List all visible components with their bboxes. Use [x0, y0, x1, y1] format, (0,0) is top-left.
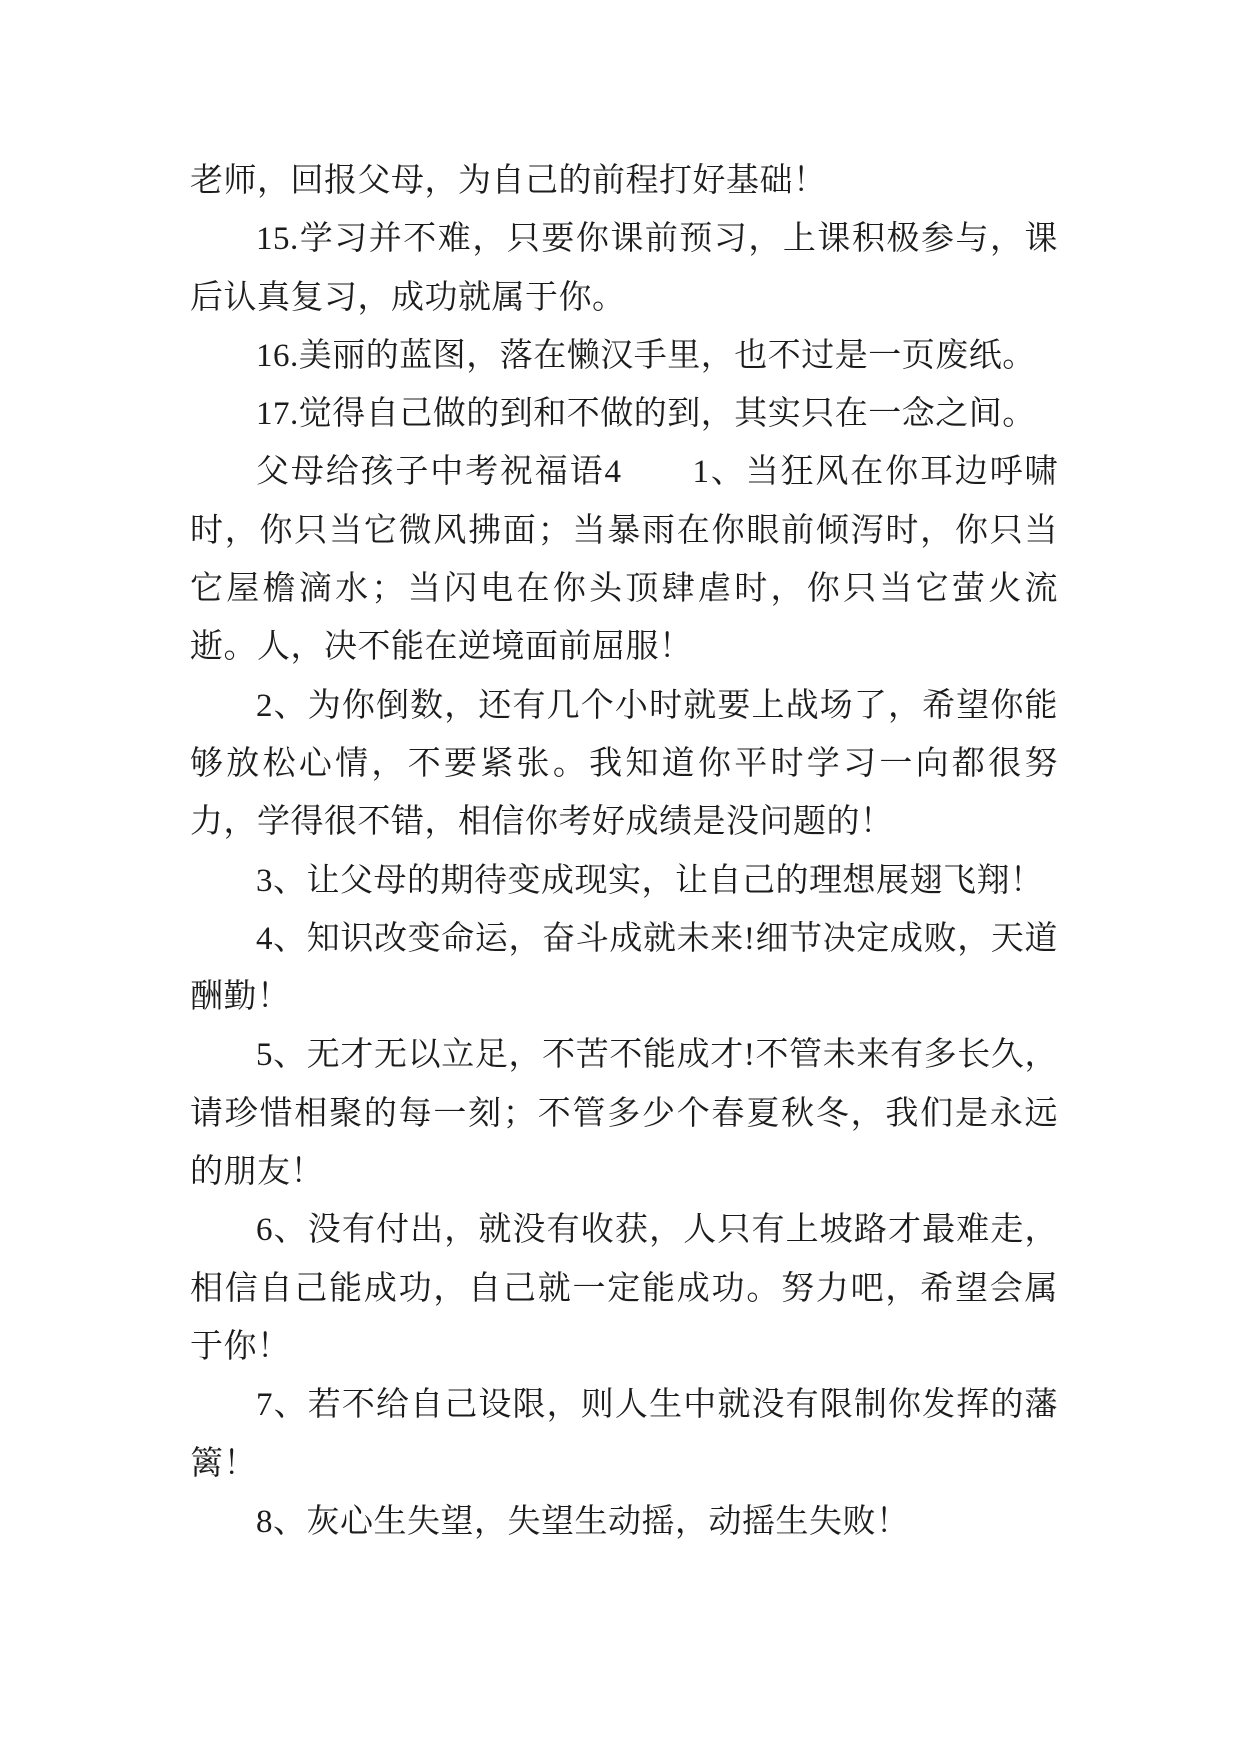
paragraph-item-4: 4、知识改变命运，奋斗成就未来!细节决定成败，天道酬勤！ — [190, 920, 1058, 1016]
paragraph-item-7: 7、若不给自己设限，则人生中就没有限制你发挥的藩篱！ — [190, 1387, 1058, 1482]
paragraph-item-2: 2、为你倒数，还有几个小时就要上战场了，希望你能够放松心情，不要紧张。我知道你平时学习一向都很努力，学得很不错，相信你考好成绩是没问题的！ — [190, 687, 1058, 841]
paragraph-continuation: 老师，回报父母，为自己的前程打好基础！ — [190, 163, 827, 199]
paragraph-item-6: 6、没有付出，就没有收获，人只有上坡路才最难走，相信自己能成功，自己就一定能成功。努力吧，希望会属于你！ — [190, 1212, 1058, 1365]
paragraph-section4-item-1: 父母给孩子中考祝福语4 1、当狂风在你耳边呼啸时，你只当它微风拂面；当暴雨在你眼前倾泻时，你只当它屋檐滴水；当闪电在你头顶肆虐时，你只当它萤火流逝。人，决不能在逆境面前屈服！ — [190, 454, 1058, 666]
paragraph-item-3: 3、让父母的期待变成现实，让自己的理想展翅飞翔！ — [256, 862, 1044, 899]
paragraph-item-16: 16.美丽的蓝图，落在懒汉手里，也不过是一页废纸。 — [256, 337, 1036, 374]
paragraph-item-8: 8、灰心生失望，失望生动摇，动摇生失败！ — [256, 1503, 910, 1540]
paragraph-item-17: 17.觉得自己做的到和不做的到，其实只在一念之间。 — [256, 396, 1036, 433]
paragraph-item-5: 5、无才无以立足，不苦不能成才!不管未来有多长久，请珍惜相聚的每一刻；不管多少个春夏秋冬，我们是永远的朋友！ — [190, 1037, 1058, 1191]
paragraph-item-15: 15.学习并不难，只要你课前预习，上课积极参与，课后认真复习，成功就属于你。 — [190, 221, 1058, 316]
